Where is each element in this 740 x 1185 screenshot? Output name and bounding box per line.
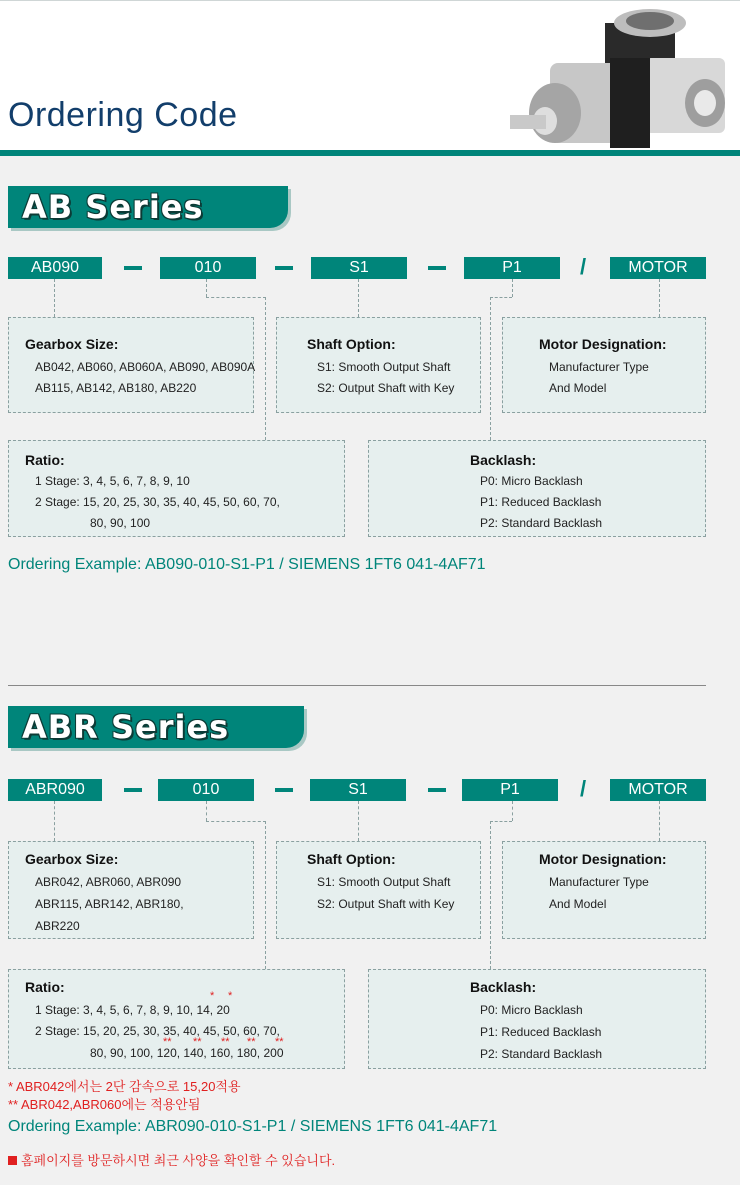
code-shaft: S1 <box>311 257 407 279</box>
square-bullet-icon <box>8 1156 17 1165</box>
backlash-line: P1: Reduced Backlash <box>480 495 602 509</box>
gearbox-size-line: ABR220 <box>35 919 80 933</box>
connector-line <box>659 279 660 317</box>
gearbox-product-image <box>500 3 730 151</box>
gearbox-size-line: ABR115, ABR142, ABR180, <box>35 897 184 911</box>
ratio-box <box>8 969 345 1069</box>
shaft-option-line: S1: Smooth Output Shaft <box>317 875 451 889</box>
page-header <box>0 0 740 151</box>
code-ratio: 010 <box>158 779 254 801</box>
connector-line <box>54 279 55 317</box>
connector-line <box>206 297 266 298</box>
code-slash: / <box>580 776 587 801</box>
footnote-star: * <box>228 990 233 1002</box>
motor-designation-title: Motor Designation: <box>539 851 667 867</box>
header-divider <box>0 150 740 156</box>
shaft-option-box <box>276 841 481 939</box>
connector-line <box>265 297 266 440</box>
motor-designation-box <box>502 317 706 413</box>
ratio-title: Ratio: <box>25 979 65 995</box>
ordering-example: Ordering Example: ABR090-010-S1-P1 / SIEMENS 1FT6 041-4AF71 <box>8 1118 498 1135</box>
motor-designation-line: And Model <box>549 381 607 395</box>
website-notice-text: 홈페이지를 방문하시면 최근 사양을 확인할 수 있습니다. <box>21 1153 336 1168</box>
code-dash <box>428 266 446 270</box>
ratio-line: 2 Stage: 15, 20, 25, 30, 35, 40, 45, 50, 60, 70, <box>35 1024 280 1038</box>
footnote-star: * <box>210 990 215 1002</box>
ratio-line: 1 Stage: 3, 4, 5, 6, 7, 8, 9, 10, 14, 20 <box>35 1003 230 1017</box>
footnote-2: ** ABR042,ABR060에는 적용안됨 <box>8 1097 201 1112</box>
motor-designation-title: Motor Designation: <box>539 336 667 352</box>
connector-line <box>358 801 359 841</box>
backlash-box <box>368 969 706 1069</box>
connector-line <box>512 801 513 821</box>
motor-designation-line: Manufacturer Type <box>549 360 649 374</box>
shaft-option-line: S1: Smooth Output Shaft <box>317 360 451 374</box>
connector-line <box>54 801 55 841</box>
website-notice <box>8 1150 335 1169</box>
ab-series-badge: AB Series <box>8 186 288 228</box>
gearbox-size-line: ABR042, ABR060, ABR090 <box>35 875 182 889</box>
shaft-option-title: Shaft Option: <box>307 851 396 867</box>
code-motor: MOTOR <box>610 257 706 279</box>
footnote-star: ** <box>193 1036 202 1048</box>
code-gearbox: ABR090 <box>8 779 102 801</box>
shaft-option-line: S2: Output Shaft with Key <box>317 897 455 911</box>
connector-line <box>358 279 359 317</box>
footnote-star: ** <box>275 1036 284 1048</box>
backlash-line: P0: Micro Backlash <box>480 1003 583 1017</box>
backlash-title: Backlash: <box>470 452 537 468</box>
code-dash <box>275 266 293 270</box>
ratio-line: 80, 90, 100 <box>90 516 151 530</box>
gearbox-size-box <box>8 317 254 413</box>
shaft-option-box <box>276 317 481 413</box>
backlash-line: P0: Micro Backlash <box>480 474 583 488</box>
connector-line <box>490 297 512 298</box>
connector-line <box>490 297 491 440</box>
connector-line <box>206 821 266 822</box>
backlash-line: P2: Standard Backlash <box>480 1047 603 1061</box>
connector-line <box>206 801 207 821</box>
code-motor: MOTOR <box>610 779 706 801</box>
section-divider <box>8 685 706 686</box>
footnote-1: * ABR042에서는 2단 감속으로 15,20적용 <box>8 1079 241 1094</box>
backlash-line: P1: Reduced Backlash <box>480 1025 602 1039</box>
code-dash <box>124 788 142 792</box>
gearbox-size-title: Gearbox Size: <box>25 336 119 352</box>
shaft-option-line: S2: Output Shaft with Key <box>317 381 455 395</box>
code-ratio: 010 <box>160 257 256 279</box>
gearbox-size-line: AB115, AB142, AB180, AB220 <box>35 381 197 395</box>
code-backlash: P1 <box>464 257 560 279</box>
footnote-star: ** <box>247 1036 256 1048</box>
backlash-line: P2: Standard Backlash <box>480 516 603 530</box>
motor-designation-line: And Model <box>549 897 607 911</box>
gearbox-size-title: Gearbox Size: <box>25 851 119 867</box>
connector-line <box>265 821 266 969</box>
shaft-option-title: Shaft Option: <box>307 336 396 352</box>
motor-designation-line: Manufacturer Type <box>549 875 649 889</box>
motor-designation-box <box>502 841 706 939</box>
backlash-title: Backlash: <box>470 979 537 995</box>
code-dash <box>275 788 293 792</box>
footnote-star: ** <box>221 1036 230 1048</box>
ordering-example: Ordering Example: AB090-010-S1-P1 / SIEMENS 1FT6 041-4AF71 <box>8 556 486 573</box>
footnote-star: ** <box>163 1036 172 1048</box>
code-dash <box>124 266 142 270</box>
page-title: Ordering Code <box>8 96 238 134</box>
ratio-title: Ratio: <box>25 452 65 468</box>
code-slash: / <box>580 254 587 279</box>
gearbox-size-box <box>8 841 254 939</box>
ratio-line: 1 Stage: 3, 4, 5, 6, 7, 8, 9, 10 <box>35 474 190 488</box>
code-dash <box>428 788 446 792</box>
gearbox-size-line: AB042, AB060, AB060A, AB090, AB090A <box>35 360 256 374</box>
connector-line <box>512 279 513 297</box>
connector-line <box>659 801 660 841</box>
connector-line <box>206 279 207 297</box>
code-shaft: S1 <box>310 779 406 801</box>
abr-series-badge: ABR Series <box>8 706 304 748</box>
connector-line <box>490 821 491 969</box>
connector-line <box>490 821 512 822</box>
ratio-line: 2 Stage: 15, 20, 25, 30, 35, 40, 45, 50, 60, 70, <box>35 495 280 509</box>
code-gearbox: AB090 <box>8 257 102 279</box>
ratio-box <box>8 440 345 537</box>
backlash-box <box>368 440 706 537</box>
ratio-line: 80, 90, 100, 120, 140, 160, 180, 200 <box>90 1046 284 1060</box>
code-backlash: P1 <box>462 779 558 801</box>
